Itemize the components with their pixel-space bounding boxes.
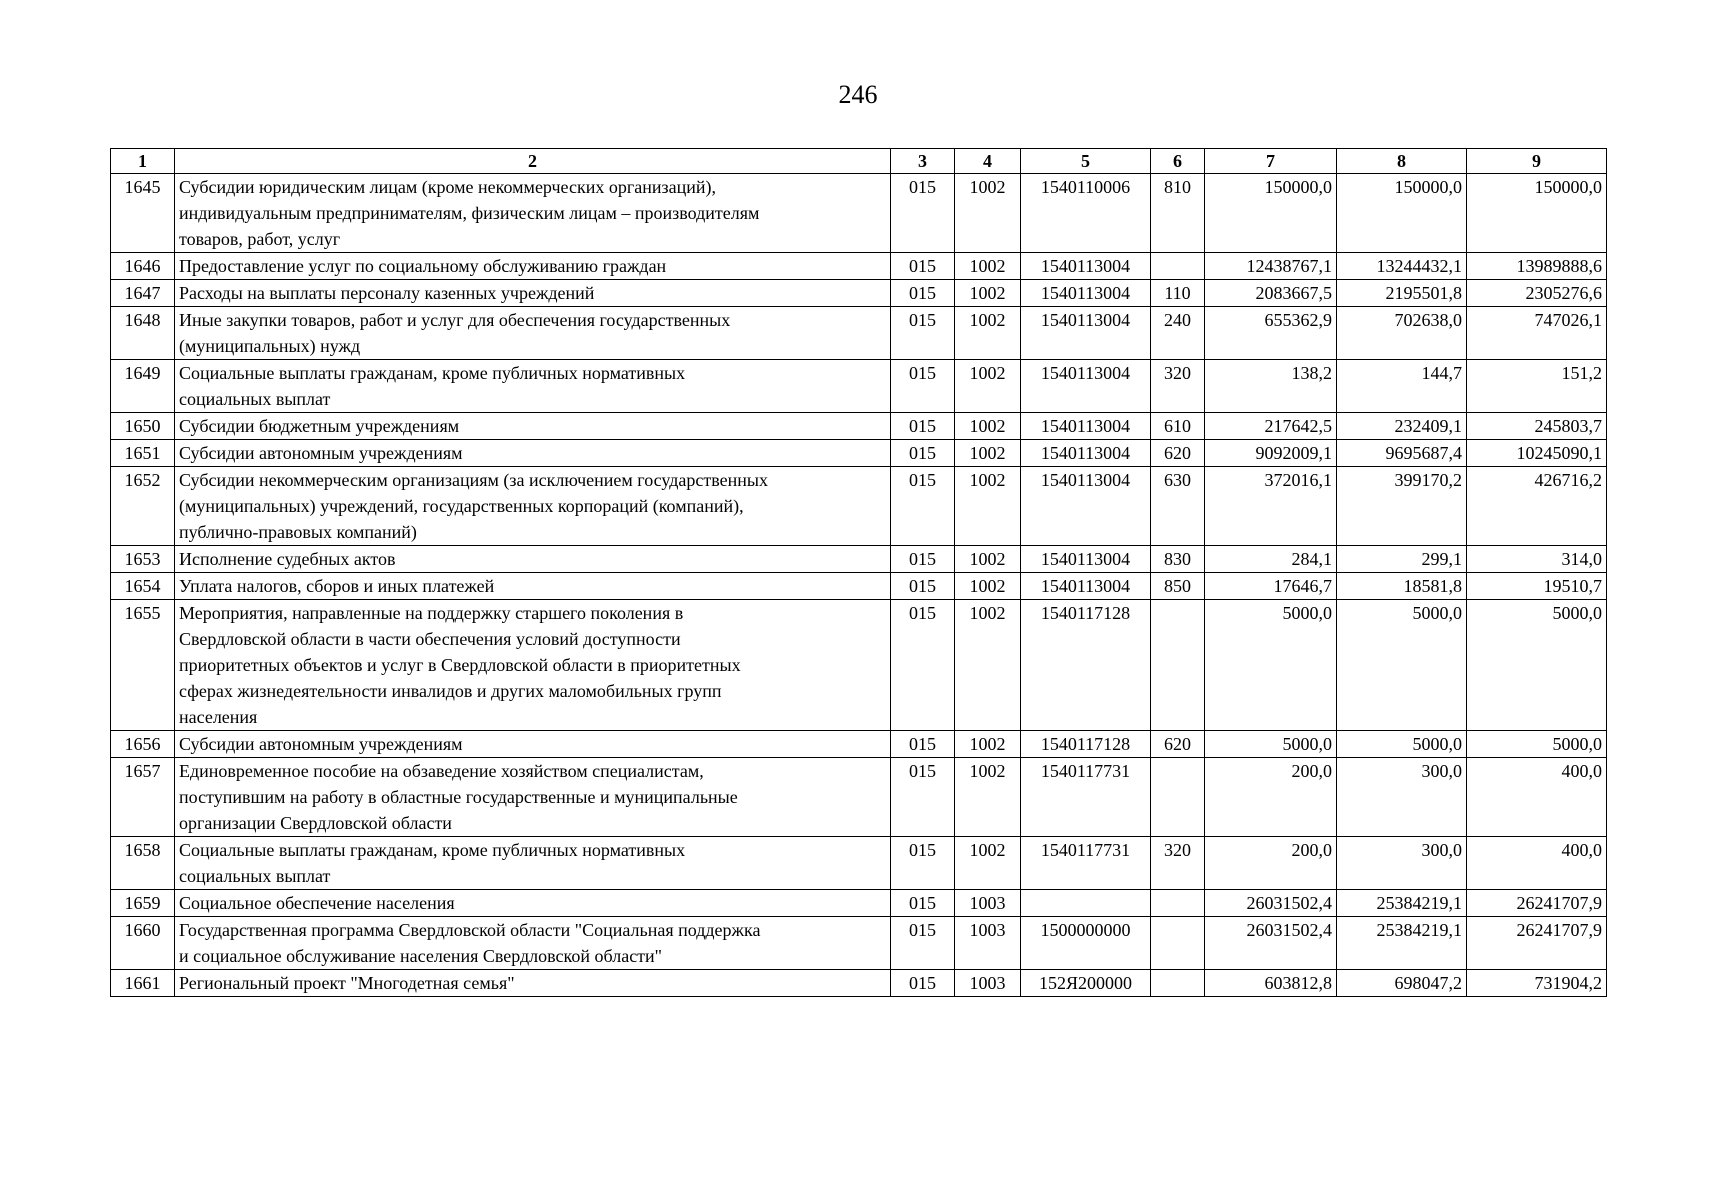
table-row xyxy=(111,890,1607,917)
row-number-cell: 1647 xyxy=(111,280,175,307)
code-6-cell: 320 xyxy=(1151,837,1205,890)
code-6-cell xyxy=(1151,970,1205,997)
code-6-cell xyxy=(1151,600,1205,731)
header-cell: 8 xyxy=(1337,149,1467,174)
amount-9-cell: 5000,0 xyxy=(1467,600,1607,731)
row-number-cell: 1655 xyxy=(111,600,175,731)
code-4-cell: 1002 xyxy=(955,413,1021,440)
code-5-cell: 1540113004 xyxy=(1021,307,1151,360)
amount-8-cell: 25384219,1 xyxy=(1337,917,1467,970)
table-row xyxy=(111,546,1607,573)
item-name-cell: Социальные выплаты гражданам, кроме публичных нормативных социальных выплат xyxy=(175,360,891,413)
amount-7-cell: 2083667,5 xyxy=(1205,280,1337,307)
code-5-cell: 1540110006 xyxy=(1021,174,1151,253)
code-4-cell: 1002 xyxy=(955,837,1021,890)
code-5-cell xyxy=(1021,890,1151,917)
item-name-cell: Расходы на выплаты персоналу казенных учреждений xyxy=(175,280,891,307)
amount-9-cell: 10245090,1 xyxy=(1467,440,1607,467)
row-number-cell: 1652 xyxy=(111,467,175,546)
code-4-cell: 1002 xyxy=(955,573,1021,600)
code-6-cell: 610 xyxy=(1151,413,1205,440)
item-name-cell: Мероприятия, направленные на поддержку старшего поколения в Свердловской области в части обеспечения условий доступности приоритетных объектов и услуг в Свердловской области в приоритетных сферах жизнедеятельности инвалидов и других маломобильных групп населения xyxy=(175,600,891,731)
item-name-cell: Социальное обеспечение населения xyxy=(175,890,891,917)
amount-9-cell: 5000,0 xyxy=(1467,731,1607,758)
code-5-cell: 1540113004 xyxy=(1021,280,1151,307)
amount-8-cell: 5000,0 xyxy=(1337,600,1467,731)
table-row xyxy=(111,758,1607,837)
row-number-cell: 1657 xyxy=(111,758,175,837)
code-3-cell: 015 xyxy=(891,253,955,280)
amount-9-cell: 747026,1 xyxy=(1467,307,1607,360)
row-number-cell: 1648 xyxy=(111,307,175,360)
item-name-cell: Субсидии автономным учреждениям xyxy=(175,440,891,467)
code-5-cell: 1540113004 xyxy=(1021,573,1151,600)
amount-7-cell: 655362,9 xyxy=(1205,307,1337,360)
amount-7-cell: 200,0 xyxy=(1205,758,1337,837)
row-number-cell: 1659 xyxy=(111,890,175,917)
table-row xyxy=(111,253,1607,280)
amount-7-cell: 284,1 xyxy=(1205,546,1337,573)
header-cell: 4 xyxy=(955,149,1021,174)
table-row xyxy=(111,467,1607,546)
amount-8-cell: 5000,0 xyxy=(1337,731,1467,758)
code-3-cell: 015 xyxy=(891,758,955,837)
row-number-cell: 1646 xyxy=(111,253,175,280)
code-3-cell: 015 xyxy=(891,837,955,890)
amount-9-cell: 151,2 xyxy=(1467,360,1607,413)
item-name-cell: Субсидии бюджетным учреждениям xyxy=(175,413,891,440)
code-6-cell: 810 xyxy=(1151,174,1205,253)
amount-7-cell: 138,2 xyxy=(1205,360,1337,413)
row-number-cell: 1645 xyxy=(111,174,175,253)
table-header-row xyxy=(111,149,1607,174)
code-6-cell xyxy=(1151,758,1205,837)
amount-8-cell: 13244432,1 xyxy=(1337,253,1467,280)
code-4-cell: 1002 xyxy=(955,253,1021,280)
table-row xyxy=(111,970,1607,997)
code-4-cell: 1002 xyxy=(955,758,1021,837)
amount-8-cell: 702638,0 xyxy=(1337,307,1467,360)
code-4-cell: 1002 xyxy=(955,440,1021,467)
code-5-cell: 1540113004 xyxy=(1021,413,1151,440)
code-6-cell: 630 xyxy=(1151,467,1205,546)
code-3-cell: 015 xyxy=(891,174,955,253)
row-number-cell: 1651 xyxy=(111,440,175,467)
code-3-cell: 015 xyxy=(891,573,955,600)
amount-9-cell: 400,0 xyxy=(1467,837,1607,890)
amount-8-cell: 9695687,4 xyxy=(1337,440,1467,467)
code-5-cell: 1500000000 xyxy=(1021,917,1151,970)
code-4-cell: 1002 xyxy=(955,600,1021,731)
header-cell: 3 xyxy=(891,149,955,174)
code-5-cell: 1540113004 xyxy=(1021,546,1151,573)
budget-table xyxy=(110,148,1607,997)
amount-9-cell: 314,0 xyxy=(1467,546,1607,573)
amount-8-cell: 18581,8 xyxy=(1337,573,1467,600)
header-cell: 5 xyxy=(1021,149,1151,174)
amount-9-cell: 26241707,9 xyxy=(1467,890,1607,917)
table-row xyxy=(111,573,1607,600)
amount-7-cell: 12438767,1 xyxy=(1205,253,1337,280)
amount-8-cell: 144,7 xyxy=(1337,360,1467,413)
item-name-cell: Исполнение судебных актов xyxy=(175,546,891,573)
table-row xyxy=(111,360,1607,413)
code-6-cell: 620 xyxy=(1151,440,1205,467)
code-3-cell: 015 xyxy=(891,731,955,758)
row-number-cell: 1660 xyxy=(111,917,175,970)
code-4-cell: 1003 xyxy=(955,890,1021,917)
code-6-cell xyxy=(1151,890,1205,917)
code-3-cell: 015 xyxy=(891,467,955,546)
item-name-cell: Предоставление услуг по социальному обслуживанию граждан xyxy=(175,253,891,280)
amount-9-cell: 245803,7 xyxy=(1467,413,1607,440)
code-6-cell xyxy=(1151,917,1205,970)
table-row xyxy=(111,731,1607,758)
code-6-cell: 110 xyxy=(1151,280,1205,307)
code-5-cell: 1540113004 xyxy=(1021,253,1151,280)
code-6-cell: 620 xyxy=(1151,731,1205,758)
code-4-cell: 1002 xyxy=(955,174,1021,253)
amount-7-cell: 217642,5 xyxy=(1205,413,1337,440)
header-cell: 9 xyxy=(1467,149,1607,174)
amount-7-cell: 150000,0 xyxy=(1205,174,1337,253)
row-number-cell: 1654 xyxy=(111,573,175,600)
item-name-cell: Иные закупки товаров, работ и услуг для обеспечения государственных (муниципальных) нужд xyxy=(175,307,891,360)
amount-9-cell: 400,0 xyxy=(1467,758,1607,837)
amount-8-cell: 300,0 xyxy=(1337,837,1467,890)
row-number-cell: 1650 xyxy=(111,413,175,440)
header-cell: 6 xyxy=(1151,149,1205,174)
code-5-cell: 1540117128 xyxy=(1021,600,1151,731)
code-4-cell: 1003 xyxy=(955,970,1021,997)
code-4-cell: 1002 xyxy=(955,360,1021,413)
code-3-cell: 015 xyxy=(891,413,955,440)
amount-8-cell: 150000,0 xyxy=(1337,174,1467,253)
table-row xyxy=(111,440,1607,467)
code-3-cell: 015 xyxy=(891,360,955,413)
code-5-cell: 1540113004 xyxy=(1021,440,1151,467)
code-5-cell: 1540117731 xyxy=(1021,758,1151,837)
amount-7-cell: 200,0 xyxy=(1205,837,1337,890)
amount-9-cell: 19510,7 xyxy=(1467,573,1607,600)
amount-8-cell: 232409,1 xyxy=(1337,413,1467,440)
code-3-cell: 015 xyxy=(891,280,955,307)
amount-7-cell: 26031502,4 xyxy=(1205,917,1337,970)
header-cell: 2 xyxy=(175,149,891,174)
amount-9-cell: 731904,2 xyxy=(1467,970,1607,997)
code-6-cell: 320 xyxy=(1151,360,1205,413)
row-number-cell: 1653 xyxy=(111,546,175,573)
amount-7-cell: 9092009,1 xyxy=(1205,440,1337,467)
page-number: 246 xyxy=(838,80,878,109)
row-number-cell: 1661 xyxy=(111,970,175,997)
amount-8-cell: 300,0 xyxy=(1337,758,1467,837)
item-name-cell: Региональный проект "Многодетная семья" xyxy=(175,970,891,997)
code-3-cell: 015 xyxy=(891,890,955,917)
code-6-cell xyxy=(1151,253,1205,280)
item-name-cell: Субсидии автономным учреждениям xyxy=(175,731,891,758)
code-5-cell: 1540117731 xyxy=(1021,837,1151,890)
amount-8-cell: 25384219,1 xyxy=(1337,890,1467,917)
amount-9-cell: 150000,0 xyxy=(1467,174,1607,253)
code-6-cell: 850 xyxy=(1151,573,1205,600)
code-4-cell: 1002 xyxy=(955,307,1021,360)
code-3-cell: 015 xyxy=(891,970,955,997)
amount-8-cell: 299,1 xyxy=(1337,546,1467,573)
code-6-cell: 830 xyxy=(1151,546,1205,573)
code-4-cell: 1002 xyxy=(955,467,1021,546)
amount-8-cell: 399170,2 xyxy=(1337,467,1467,546)
code-3-cell: 015 xyxy=(891,917,955,970)
amount-9-cell: 26241707,9 xyxy=(1467,917,1607,970)
amount-7-cell: 17646,7 xyxy=(1205,573,1337,600)
table-row xyxy=(111,307,1607,360)
code-6-cell: 240 xyxy=(1151,307,1205,360)
code-3-cell: 015 xyxy=(891,440,955,467)
table-row xyxy=(111,280,1607,307)
item-name-cell: Субсидии юридическим лицам (кроме некоммерческих организаций), индивидуальным предпринимателям, физическим лицам – производителям товаров, работ, услуг xyxy=(175,174,891,253)
code-3-cell: 015 xyxy=(891,307,955,360)
amount-8-cell: 2195501,8 xyxy=(1337,280,1467,307)
code-4-cell: 1002 xyxy=(955,731,1021,758)
table-row xyxy=(111,917,1607,970)
header-cell: 7 xyxy=(1205,149,1337,174)
code-4-cell: 1002 xyxy=(955,280,1021,307)
amount-9-cell: 13989888,6 xyxy=(1467,253,1607,280)
table-row xyxy=(111,413,1607,440)
table-row xyxy=(111,837,1607,890)
item-name-cell: Уплата налогов, сборов и иных платежей xyxy=(175,573,891,600)
item-name-cell: Социальные выплаты гражданам, кроме публичных нормативных социальных выплат xyxy=(175,837,891,890)
table-row xyxy=(111,174,1607,253)
item-name-cell: Государственная программа Свердловской области "Социальная поддержка и социальное обслуживание населения Свердловской области" xyxy=(175,917,891,970)
row-number-cell: 1649 xyxy=(111,360,175,413)
amount-9-cell: 2305276,6 xyxy=(1467,280,1607,307)
code-5-cell: 1540117128 xyxy=(1021,731,1151,758)
amount-7-cell: 5000,0 xyxy=(1205,731,1337,758)
table-body xyxy=(111,174,1607,997)
code-3-cell: 015 xyxy=(891,600,955,731)
row-number-cell: 1656 xyxy=(111,731,175,758)
amount-8-cell: 698047,2 xyxy=(1337,970,1467,997)
amount-7-cell: 603812,8 xyxy=(1205,970,1337,997)
amount-7-cell: 5000,0 xyxy=(1205,600,1337,731)
code-4-cell: 1003 xyxy=(955,917,1021,970)
code-3-cell: 015 xyxy=(891,546,955,573)
code-4-cell: 1002 xyxy=(955,546,1021,573)
item-name-cell: Субсидии некоммерческим организациям (за исключением государственных (муниципальных) учреждений, государственных корпораций (компаний), публично-правовых компаний) xyxy=(175,467,891,546)
amount-9-cell: 426716,2 xyxy=(1467,467,1607,546)
item-name-cell: Единовременное пособие на обзаведение хозяйством специалистам, поступившим на работу в областные государственные и муниципальные организации Свердловской области xyxy=(175,758,891,837)
code-5-cell: 152Я200000 xyxy=(1021,970,1151,997)
table-row xyxy=(111,600,1607,731)
amount-7-cell: 372016,1 xyxy=(1205,467,1337,546)
header-cell: 1 xyxy=(111,149,175,174)
code-5-cell: 1540113004 xyxy=(1021,467,1151,546)
row-number-cell: 1658 xyxy=(111,837,175,890)
amount-7-cell: 26031502,4 xyxy=(1205,890,1337,917)
code-5-cell: 1540113004 xyxy=(1021,360,1151,413)
